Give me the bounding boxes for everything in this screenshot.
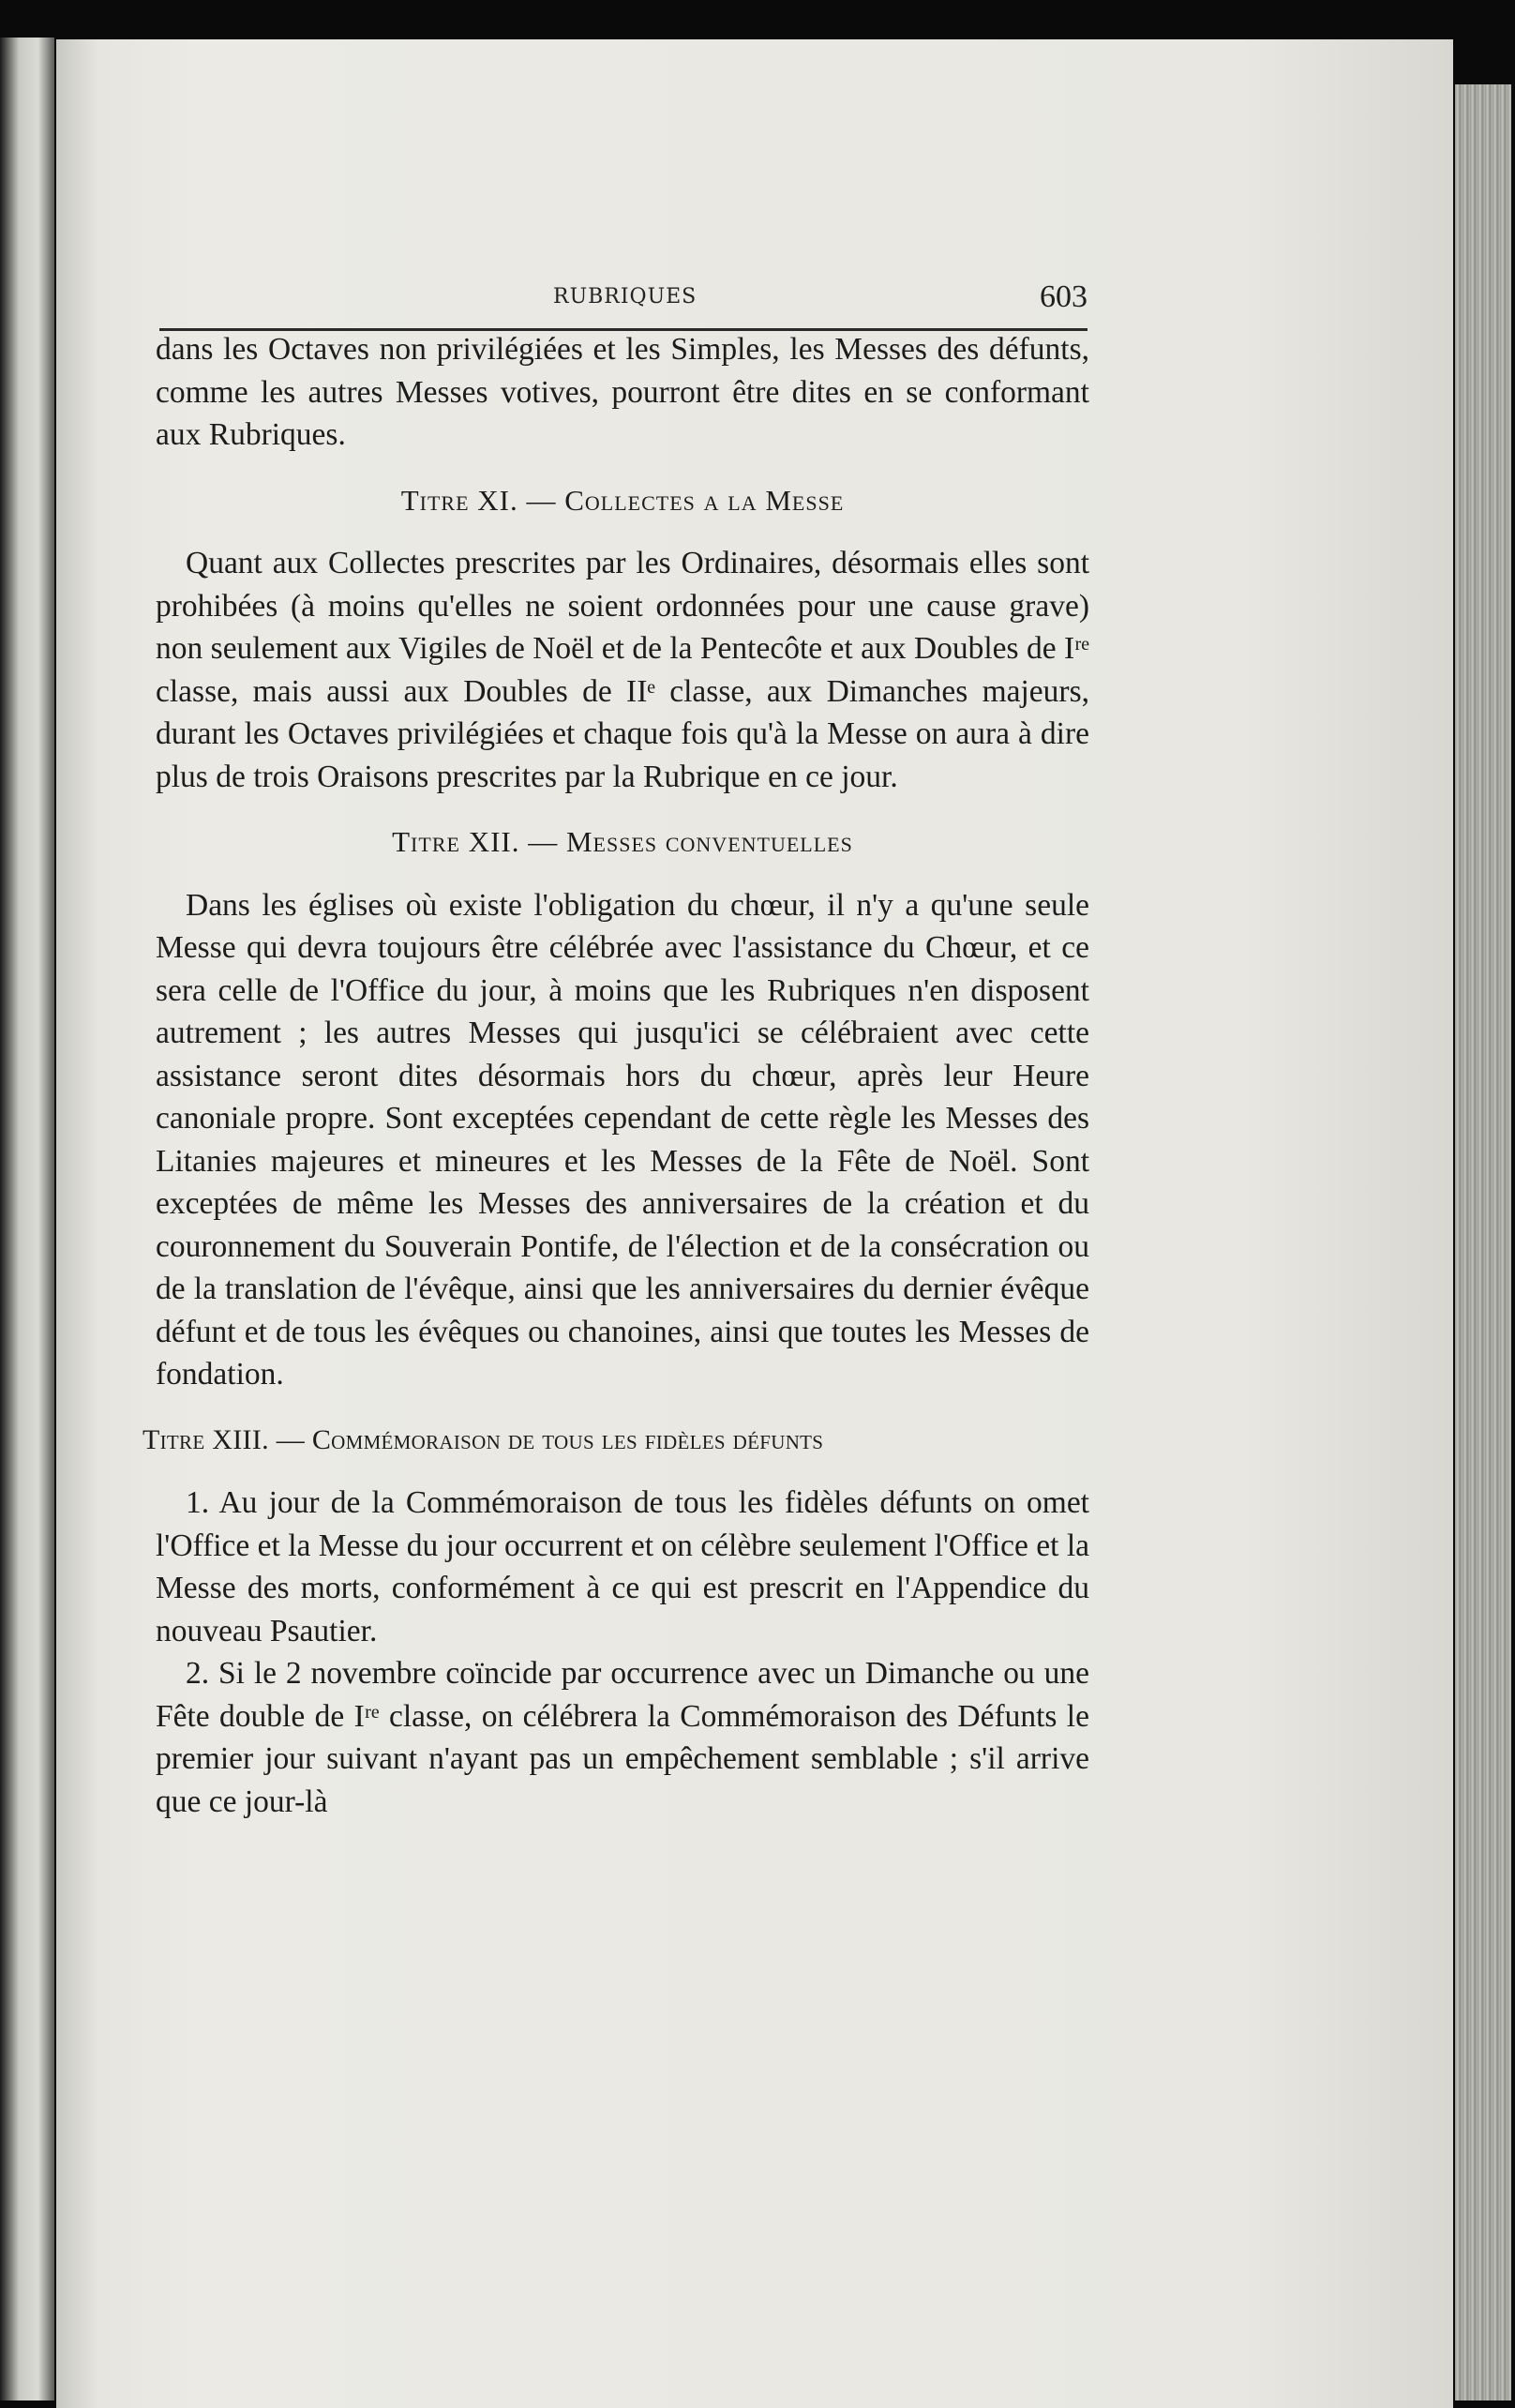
titre-xii-paragraph: Dans les églises où existe l'obligation du chœur, il n'y a qu'une seule Messe qui devra toujours être célébrée avec l'assistance du Chœur, et ce sera celle de l'Office du jour, à moins que les Rubriques n'en disposent autrement ; les autres Messes qui jusqu'ici se célébraient avec cette assistance seront dites désormais hors du chœur, après leur Heure canoniale propre. Sont exceptées cependant de cette règle les Messes des Litanies majeures et mineures et les Messes de la Fête de Noël. Sont exceptées de même les Messes des anniversaires de la création et du couronnement du Souverain Pontife, de l'élection et de la consécration ou de la translation de l'évêque, ainsi que les anniversaires du dernier évêque défunt et de tous les évêques ou chanoines, ainsi que toutes les Messes de fondation.: [156, 887, 1089, 1392]
titre-xi-heading: Titre XI. — Collectes a la Messe: [400, 483, 845, 517]
page-stack-edge: [1455, 84, 1511, 2400]
previous-page-edge: [0, 38, 54, 2400]
titre-xiii-paragraph-2: 2. Si le 2 novembre coïncide par occurrence avec un Dimanche ou une Fête double de Iʳᵉ classe, on célébrera la Commémoraison des Défunts le premier jour suivant n'ayant pas un empêchement semblable ; s'il arrive que ce jour-là: [156, 1656, 1089, 1819]
titre-xi-paragraph: Quant aux Collectes prescrites par les Ordinaires, désormais elles sont prohibées (à moins qu'elles ne soient ordonnées pour une cause grave) non seulement aux Vigiles de Noël et de la Pentecôte et aux Doubles de Iʳᵉ classe, mais aussi aux Doubles de IIᵉ classe, aux Dimanches majeurs, durant les Octaves privilégiées et chaque fois qu'à la Messe on aura à dire plus de trois Oraisons prescrites par la Rubrique en ce jour.: [156, 546, 1089, 794]
opening-paragraph: dans les Octaves non privilégiées et les Simples, les Messes des défunts, comme les autres Messes votives, pourront être dites en se conformant aux Rubriques.: [156, 332, 1089, 452]
running-title: RUBRIQUES: [553, 285, 698, 309]
titre-xiii-heading: Titre XIII. — Commémoraison de tous les fidèles défunts: [142, 1423, 824, 1455]
page-header: [159, 279, 1088, 331]
page-body: [142, 328, 1089, 1823]
page-number: 603: [1040, 279, 1088, 314]
titre-xii-heading: Titre XII. — Messes conventuelles: [392, 825, 853, 858]
titre-xiii-paragraph-1: 1. Au jour de la Commémoraison de tous les fidèles défunts on omet l'Office et la Messe du jour occurrent et on célèbre seulement l'Office et la Messe des morts, conformément à ce qui est prescrit en l'Appendice du nouveau Psautier.: [156, 1485, 1089, 1648]
